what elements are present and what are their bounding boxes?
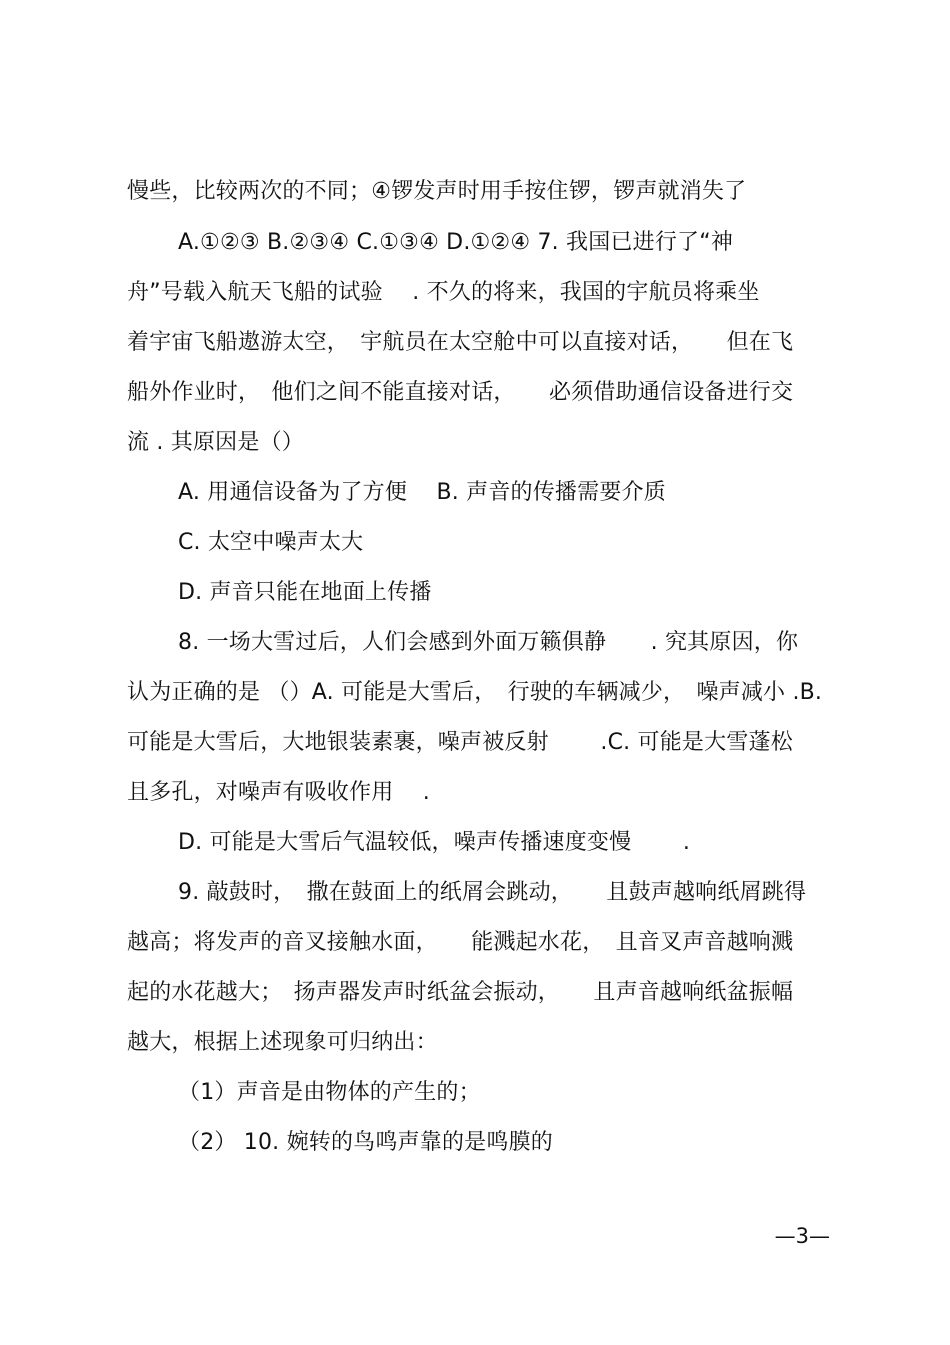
page-number: —3— [774,1224,830,1248]
text-line-15: 9. 敲鼓时， 撒在鼓面上的纸屑会跳动， 且鼓声越响纸屑跳得 [178,880,807,905]
text-line-5: 船外作业时， 他们之间不能直接对话， 必须借助通信设备进行交 [127,380,794,405]
text-line-16: 越高；将发声的音叉接触水面， 能溅起水花， 且音叉声音越响溅 [127,930,794,955]
text-line-4: 着宇宙飞船遨游太空， 宇航员在太空舱中可以直接对话， 但在飞 [127,330,794,355]
text-line-6: 流 . 其原因是（） [127,430,304,455]
text-line-10: 8. 一场大雪过后，人们会感到外面万籁俱静 . 究其原因，你 [178,630,799,655]
text-line-14: D. 可能是大雪后气温较低，噪声传播速度变慢 . [178,830,691,855]
text-line-13: 且多孔，对噪声有吸收作用 . [127,780,430,805]
text-line-17: 起的水花越大； 扬声器发声时纸盆会振动， 且声音越响纸盆振幅 [127,980,794,1005]
text-line-2: A.①②③ B.②③④ C.①③④ D.①②④ 7. 我国已进行了“神 [178,230,734,255]
text-line-7: A. 用通信设备为了方便 B. 声音的传播需要介质 [178,480,666,505]
text-line-11: 认为正确的是 （）A. 可能是大雪后， 行驶的车辆减少， 噪声减小 .B. [127,680,823,705]
text-line-8: C. 太空中噪声太大 [178,530,364,555]
text-line-1: 慢些，比较两次的不同；④锣发声时用手按住锣，锣声就消失了 [127,179,747,204]
text-line-18: 越大，根据上述现象可归纳出： [127,1030,438,1055]
text-line-12: 可能是大雪后，大地银装素裹，噪声被反射 .C. 可能是大雪蓬松 [127,730,793,755]
text-line-9: D. 声音只能在地面上传播 [178,580,432,605]
text-line-19: （1）声音是由物体的产生的； [178,1080,481,1105]
text-line-20: （2） 10. 婉转的鸟鸣声靠的是鸣膜的 [178,1130,553,1155]
text-line-3: 舟”号载入航天飞船的试验 . 不久的将来，我国的宇航员将乘坐 [127,280,760,305]
